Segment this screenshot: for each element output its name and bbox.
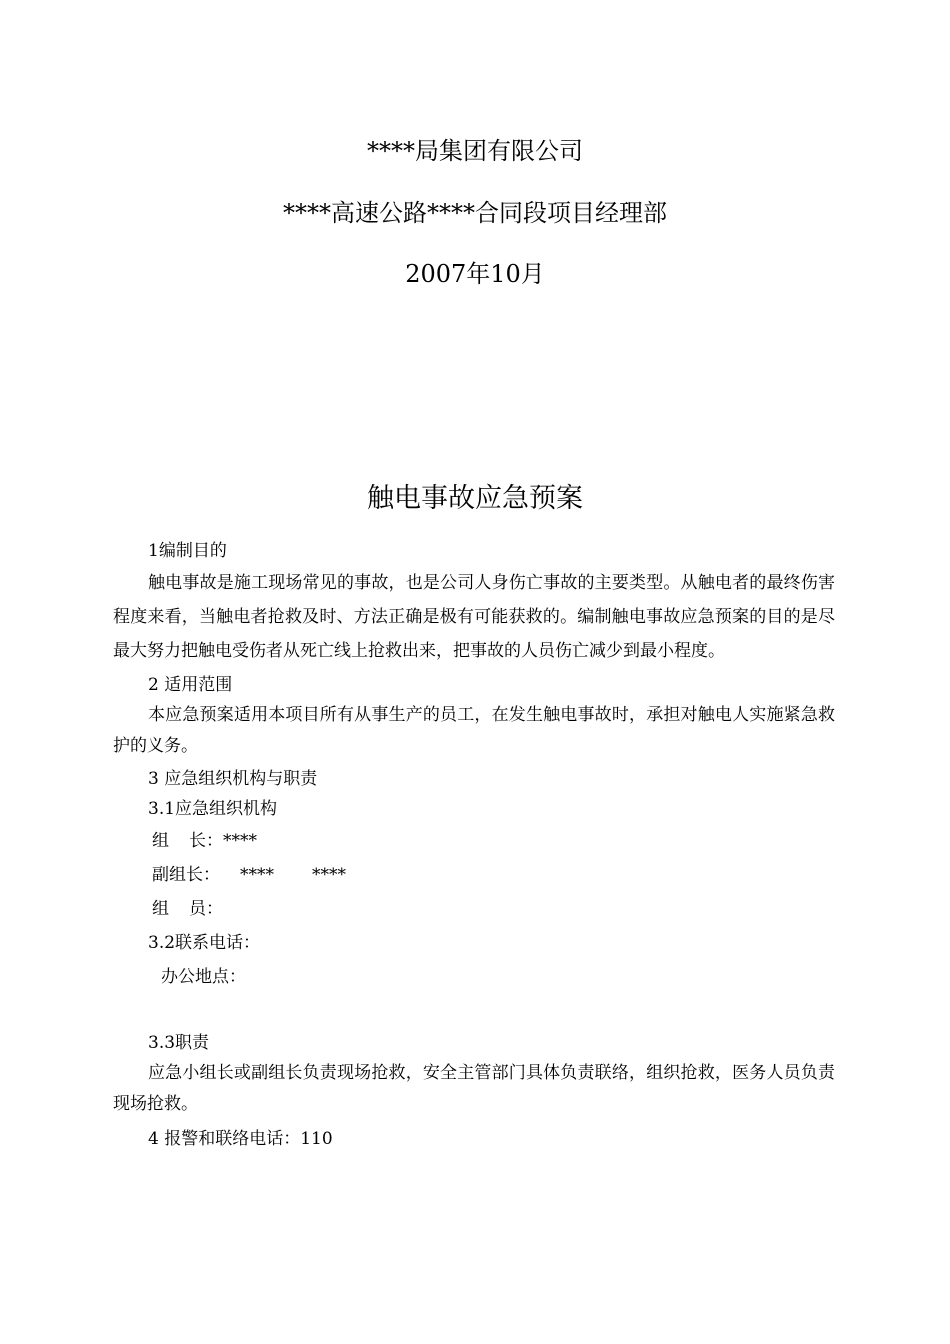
document-title: 触电事故应急预案	[367, 483, 583, 514]
leader-line	[113, 824, 835, 858]
leader-label-a: 组	[152, 831, 169, 851]
section-3-3-heading: 3.3职责	[148, 1033, 210, 1053]
member-label-a: 组	[152, 899, 169, 919]
member-line	[113, 892, 835, 926]
section-1-paragraph: 触电事故是施工现场常见的事故，也是公司人身伤亡事故的主要类型。从触电者的最终伤害程度来看，当触电者抢救及时、方法正确是极有可能获救的。编制触电事故应急预案的目的是尽最大努力把触电受伤者从死亡线上抢救出来，把事故的人员伤亡减少到最小程度。	[113, 573, 835, 661]
section-1-heading: 1编制目的	[148, 541, 227, 561]
leader-value: ****	[223, 831, 257, 851]
section-3-3-paragraph: 应急小组长或副组长负责现场抢救，安全主管部门具体负责联络，组织抢救，医务人员负责现场抢救。	[113, 1063, 835, 1114]
section-4-heading: 4 报警和联络电话：110	[148, 1129, 333, 1149]
leader-label-b: 长：	[189, 831, 223, 851]
company-name: ****局集团有限公司	[367, 137, 583, 165]
section-3-1-heading: 3.1应急组织机构	[148, 799, 278, 819]
office-location-label: 办公地点：	[161, 967, 246, 987]
section-3-heading: 3 应急组织机构与职责	[148, 769, 318, 789]
section-2-heading: 2 适用范围	[148, 675, 233, 695]
document-body	[113, 536, 835, 1154]
department-name: ****高速公路****合同段项目经理部	[283, 199, 667, 227]
deputy-value-2: ****	[312, 865, 346, 885]
section-3-2-heading: 3.2联系电话：	[148, 933, 261, 953]
deputy-value-1: ****	[240, 865, 274, 885]
document-date: 2007年10月	[405, 260, 545, 288]
deputy-line	[113, 858, 835, 892]
section-2-paragraph: 本应急预案适用本项目所有从事生产的员工，在发生触电事故时，承担对触电人实施紧急救护的义务。	[113, 705, 835, 756]
member-label-b: 员：	[189, 899, 223, 919]
deputy-label: 副组长：	[152, 865, 220, 885]
